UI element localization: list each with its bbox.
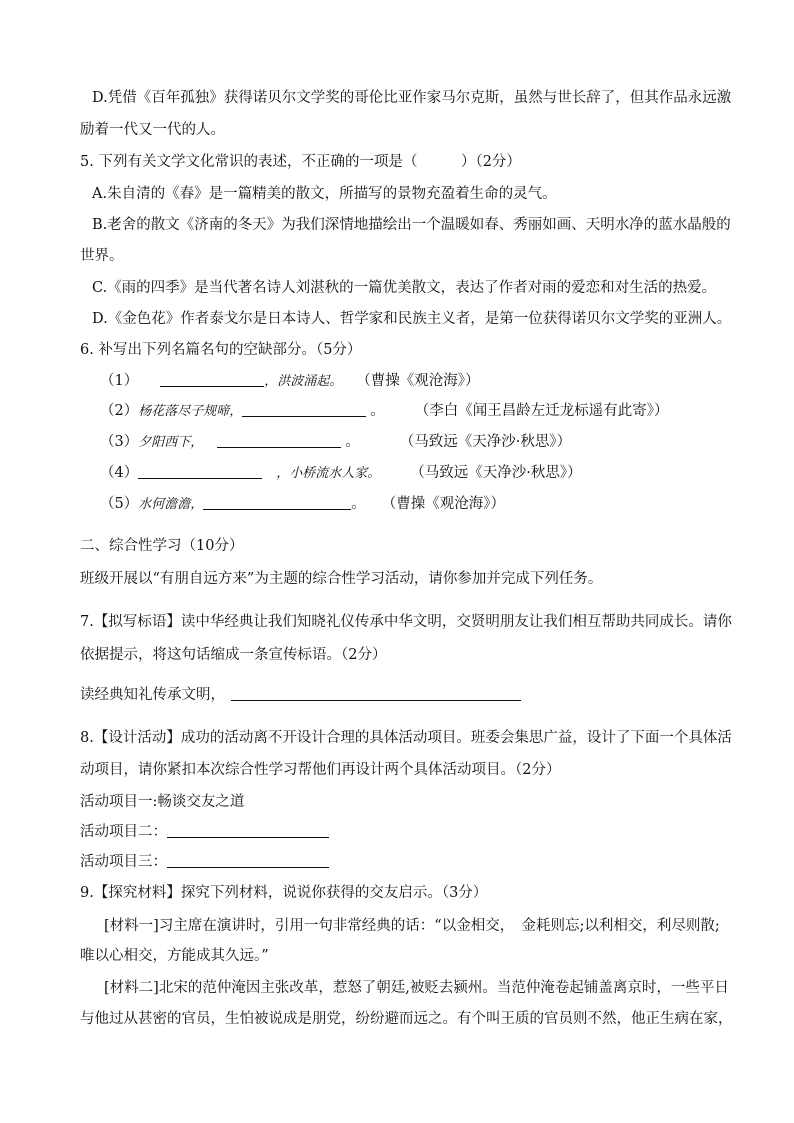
q6-item-source: （李白《闻王昌龄左迁龙标遥有此寄》） xyxy=(414,403,669,419)
q8-activity-2 xyxy=(80,822,329,842)
q6-item-after: 。 xyxy=(370,403,385,419)
q6-item-3 xyxy=(100,432,571,453)
q6-item-4 xyxy=(100,463,582,484)
q9-material-1-line2: 唯以心相交，方能成其久远。” xyxy=(80,948,269,964)
q6-item-source: （马致远《天净沙·秋思》） xyxy=(410,465,582,481)
q8-activity-3 xyxy=(80,852,329,872)
q5-option-b-line1: B.老舍的散文《济南的冬天》为我们深情地描绘出一个温暖如春、秀丽如画、天明水净的蓝水晶般的 xyxy=(92,217,731,233)
q6-stem: 6. 补写出下列名篇名句的空缺部分。（5分） xyxy=(80,342,362,358)
q5-option-c: C.《雨的四季》是当代著名诗人刘湛秋的一篇优美散文，表达了作者对雨的爱恋和对生活的热爱。 xyxy=(92,280,717,296)
q6-answer-blank[interactable] xyxy=(203,494,351,510)
q9-stem: 9.【探究材料】探究下列材料，说说你获得的交友启示。（3分） xyxy=(80,885,488,901)
q6-item-num: （3） xyxy=(100,434,139,450)
q7-answer-prefix: 读经典知礼传承文明， xyxy=(80,687,225,703)
q6-item-num: （5） xyxy=(100,496,139,512)
q8-activity-blank[interactable] xyxy=(167,852,329,868)
q9-material-2-line2: 与他过从甚密的官员，生怕被说成是朋党，纷纷避而远之。有个叫王质的官员则不然，他正生病在家， xyxy=(80,1011,733,1027)
section-2-heading: 二、综合性学习（10分） xyxy=(80,538,244,554)
q6-item-num: （4） xyxy=(100,465,139,481)
q5-option-d: D.《金色花》作者泰戈尔是日本诗人、哲学家和民族主义者，是第一位获得诺贝尔文学奖的亚洲人。 xyxy=(92,311,732,327)
q6-item-before: 夕阳西下， xyxy=(138,435,204,450)
q7-stem-line2: 依据提示，将这句话缩成一条宣传标语。（2分） xyxy=(80,647,387,663)
q6-answer-blank[interactable] xyxy=(160,371,264,387)
section-2-intro: 班级开展以“有朋自远方来”为主题的综合性学习活动，请你参加并完成下列任务。 xyxy=(80,571,603,587)
q6-item-5 xyxy=(100,494,505,515)
q6-answer-blank[interactable] xyxy=(242,401,366,417)
q6-answer-blank[interactable] xyxy=(217,432,341,448)
q9-material-1-line1: [材料一]习主席在演讲时，引用一句非常经典的话：“以金相交， 金耗则忘;以利相交，利尽则散; xyxy=(104,918,720,934)
q5-option-b-line2: 世界。 xyxy=(80,248,124,264)
q7-answer-line xyxy=(80,685,521,705)
q8-activity-1: 活动项目一:畅谈交友之道 xyxy=(80,794,245,810)
q6-item-num: （1） xyxy=(100,373,139,389)
q9-material-2-line1: [材料二]北宋的范仲淹因主张改革，惹怒了朝廷,被贬去颍州。当范仲淹卷起铺盖离京时，一些平日 xyxy=(104,980,729,996)
q6-item-source: （曹操《观沧海》） xyxy=(381,496,505,512)
q6-item-num: （2） xyxy=(100,403,139,419)
q6-item-before: 水何澹澹， xyxy=(138,497,204,512)
q6-item-after: 。 xyxy=(351,496,366,512)
q8-activity-label: 活动项目二： xyxy=(80,824,167,840)
q6-item-after: ，洪波涌起。 xyxy=(264,374,343,389)
q6-item-after: ，小桥流水人家。 xyxy=(276,466,381,481)
q5-stem: 5. 下列有关文学文化常识的表述，不正确的一项是（ ）（2分） xyxy=(80,154,521,170)
q6-answer-blank[interactable] xyxy=(138,463,262,479)
q8-stem-line2: 动项目，请你紧扣本次综合性学习帮他们再设计两个具体活动项目。（2分） xyxy=(80,762,561,778)
q7-answer-blank[interactable] xyxy=(231,685,521,701)
q5-option-a: A.朱自清的《春》是一篇精美的散文，所描写的景物充盈着生命的灵气。 xyxy=(92,186,557,202)
q6-item-after: 。 xyxy=(345,434,360,450)
q6-item-1 xyxy=(100,371,480,392)
q6-item-source: （曹操《观沧海》） xyxy=(356,373,480,389)
q6-item-2 xyxy=(100,401,669,422)
q8-activity-label: 活动项目三： xyxy=(80,854,167,870)
q4-option-d-line1: D.凭借《百年孤独》获得诺贝尔文学奖的哥伦比亚作家马尔克斯，虽然与世长辞了，但其作品永远激 xyxy=(92,90,732,106)
q6-item-source: （马致远《天净沙·秋思》） xyxy=(399,434,572,450)
q7-stem-line1: 7.【拟写标语】读中华经典让我们知晓礼仪传承中华文明，交贤明朋友让我们相互帮助共同成长。请你 xyxy=(80,614,732,630)
q6-item-before: 杨花落尽子规啼， xyxy=(138,404,243,419)
q8-stem-line1: 8.【设计活动】成功的活动离不开设计合理的具体活动项目。班委会集思广益，设计了下面一个具体活 xyxy=(80,730,732,746)
q8-activity-blank[interactable] xyxy=(167,822,329,838)
q4-option-d-line2: 励着一代又一代的人。 xyxy=(80,122,225,138)
